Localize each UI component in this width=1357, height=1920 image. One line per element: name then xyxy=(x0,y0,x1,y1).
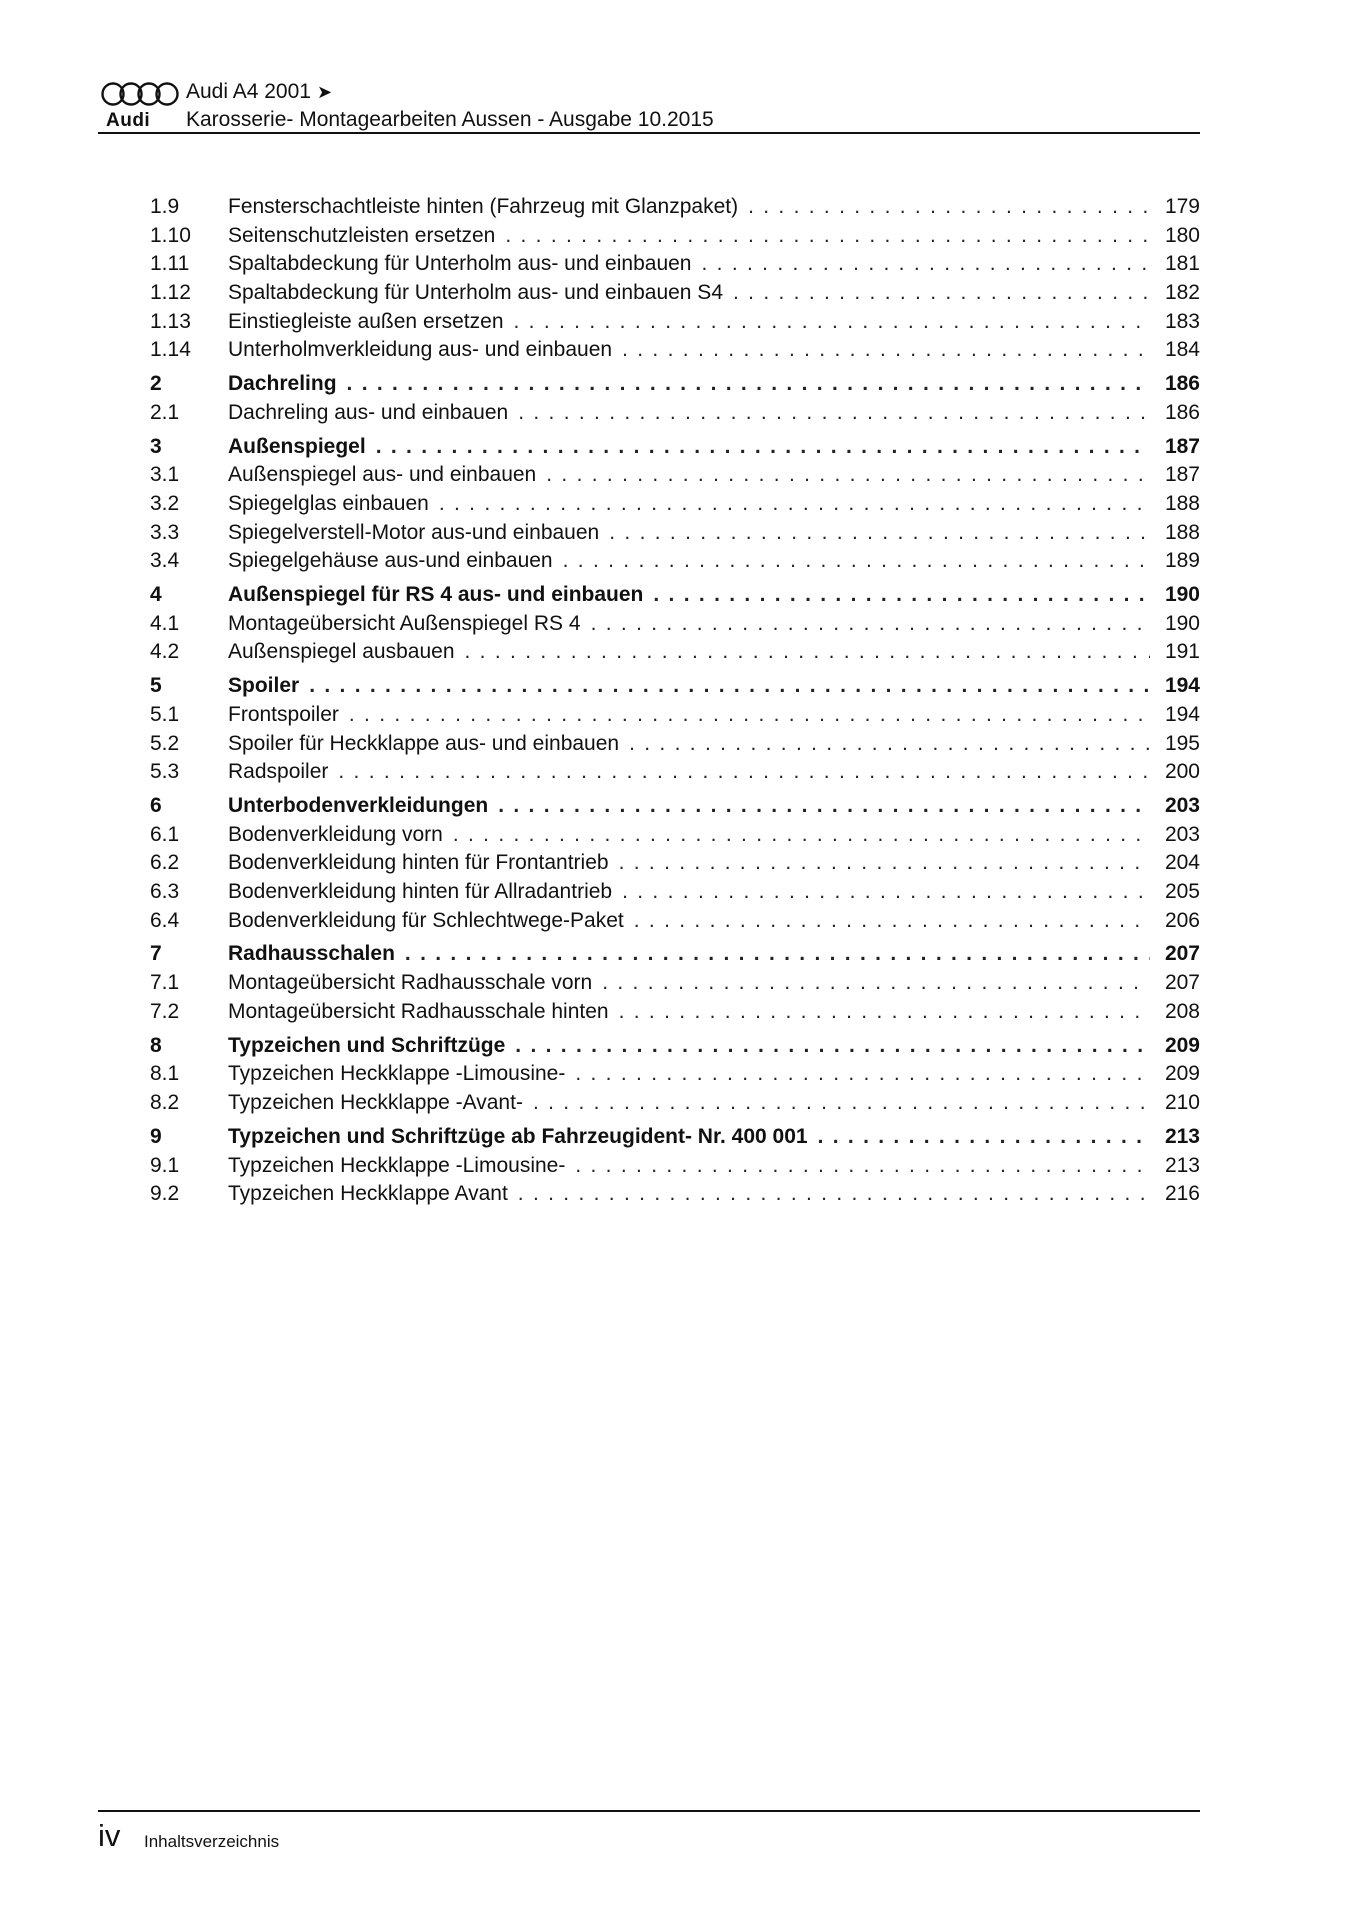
toc-entry-title: Bodenverkleidung hinten für Frontantrieb xyxy=(228,851,609,875)
arrow-right-icon: ➤ xyxy=(316,82,333,102)
toc-dot-leader xyxy=(622,880,1150,904)
toc-entry[interactable] xyxy=(150,279,1200,308)
toc-entry[interactable] xyxy=(150,878,1200,907)
toc-entry-title: Radspoiler xyxy=(228,760,329,784)
toc-chapter-entry[interactable] xyxy=(150,672,1200,701)
toc-entry-title: Bodenverkleidung hinten für Allradantrieb xyxy=(228,879,613,903)
toc-entry-page: 207 xyxy=(1164,942,1200,966)
toc-entry-title: Fensterschachtleiste hinten (Fahrzeug mit Glanzpaket) xyxy=(228,195,739,219)
toc-entry[interactable] xyxy=(150,821,1200,850)
toc-entry[interactable] xyxy=(150,997,1200,1026)
toc-entry-title: Außenspiegel xyxy=(228,434,366,458)
toc-entry-number: 1.12 xyxy=(150,281,191,305)
toc-entry[interactable] xyxy=(150,1180,1200,1209)
toc-chapter-entry[interactable] xyxy=(150,1122,1200,1151)
toc-entry-number: 8.2 xyxy=(150,1090,180,1114)
toc-entry-page: 195 xyxy=(1164,731,1200,755)
toc-entry[interactable] xyxy=(150,729,1200,758)
toc-entry-page: 186 xyxy=(1164,400,1200,424)
toc-entry-page: 216 xyxy=(1164,1182,1200,1206)
toc-entry-number: 1.10 xyxy=(150,223,191,247)
toc-entry-number: 4.2 xyxy=(150,640,180,664)
model-line-text: Audi A4 2001 xyxy=(186,80,311,103)
toc-entry-number: 3.4 xyxy=(150,549,180,573)
toc-entry-number: 5.2 xyxy=(150,731,180,755)
toc-entry-title: Typzeichen Heckklappe -Avant- xyxy=(228,1090,523,1114)
toc-entry-title: Seitenschutzleisten ersetzen xyxy=(228,223,496,247)
toc-dot-leader xyxy=(609,521,1150,545)
toc-entry-number: 9.2 xyxy=(150,1182,180,1206)
toc-entry-title: Frontspoiler xyxy=(228,703,339,727)
toc-entry-page: 190 xyxy=(1164,611,1200,635)
toc-entry-number: 5.1 xyxy=(150,703,180,727)
toc-dot-leader xyxy=(653,583,1150,607)
toc-entry-number: 2 xyxy=(150,372,162,396)
toc-dot-leader xyxy=(515,1034,1150,1058)
toc-entry-title: Montageübersicht Radhausschale hinten xyxy=(228,999,609,1023)
toc-entry[interactable] xyxy=(150,250,1200,279)
toc-entry-page: 190 xyxy=(1164,583,1200,607)
audi-logo xyxy=(98,78,184,132)
toc-dot-leader xyxy=(602,971,1150,995)
toc-entry[interactable] xyxy=(150,307,1200,336)
toc-entry-number: 8.1 xyxy=(150,1062,180,1086)
toc-dot-leader xyxy=(405,942,1150,966)
audi-rings-icon xyxy=(100,81,180,107)
toc-entry-number: 7.2 xyxy=(150,999,180,1023)
toc-entry[interactable] xyxy=(150,969,1200,998)
toc-entry-page: 181 xyxy=(1164,252,1200,276)
toc-entry[interactable] xyxy=(150,518,1200,547)
toc-dot-leader xyxy=(439,492,1150,516)
toc-entry-page: 200 xyxy=(1164,760,1200,784)
toc-dot-leader xyxy=(498,794,1150,818)
toc-entry-number: 3 xyxy=(150,434,162,458)
toc-entry-page: 206 xyxy=(1164,908,1200,932)
toc-entry-number: 6.3 xyxy=(150,879,180,903)
toc-chapter-entry[interactable] xyxy=(150,370,1200,399)
toc-entry-title: Typzeichen Heckklappe -Limousine- xyxy=(228,1062,566,1086)
toc-dot-leader xyxy=(347,372,1150,396)
toc-entry-title: Typzeichen Heckklappe Avant xyxy=(228,1182,508,1206)
toc-dot-leader xyxy=(453,823,1150,847)
toc-entry[interactable] xyxy=(150,193,1200,222)
toc-entry[interactable] xyxy=(150,758,1200,787)
toc-entry-page: 213 xyxy=(1164,1124,1200,1148)
toc-dot-leader xyxy=(309,674,1150,698)
toc-entry-number: 3.3 xyxy=(150,520,180,544)
toc-entry-number: 8 xyxy=(150,1033,162,1057)
toc-dot-leader xyxy=(563,549,1150,573)
toc-entry-title: Bodenverkleidung vorn xyxy=(228,822,443,846)
toc-dot-leader xyxy=(818,1125,1150,1149)
toc-entry-number: 6 xyxy=(150,794,162,817)
toc-dot-leader xyxy=(465,640,1150,664)
toc-dot-leader xyxy=(518,401,1150,425)
page-header xyxy=(98,78,1200,134)
toc-entry-title: Typzeichen und Schriftzüge xyxy=(228,1033,506,1057)
toc-entry-page: 188 xyxy=(1164,520,1200,544)
toc-chapter-entry[interactable] xyxy=(150,792,1200,821)
toc-entry-title: Spoiler xyxy=(228,674,300,698)
toc-entry[interactable] xyxy=(150,490,1200,519)
toc-entry-page: 191 xyxy=(1164,640,1200,664)
toc-entry-title: Radhausschalen xyxy=(228,942,395,966)
toc-entry-title: Einstiegleiste außen ersetzen xyxy=(228,309,504,333)
toc-entry-page: 207 xyxy=(1164,971,1200,995)
toc-entry-title: Montageübersicht Radhausschale vorn xyxy=(228,971,593,995)
toc-chapter-entry[interactable] xyxy=(150,940,1200,969)
toc-dot-leader xyxy=(619,1000,1150,1024)
toc-dot-leader xyxy=(514,310,1151,334)
toc-entry-number: 1.14 xyxy=(150,338,191,362)
toc-entry-page: 194 xyxy=(1164,703,1200,727)
toc-entry-page: 183 xyxy=(1164,309,1200,333)
toc-entry-number: 4.1 xyxy=(150,611,180,635)
toc-chapter-entry[interactable] xyxy=(150,581,1200,610)
toc-dot-leader xyxy=(619,851,1150,875)
toc-entry-title: Montageübersicht Außenspiegel RS 4 xyxy=(228,611,581,635)
toc-entry-page: 188 xyxy=(1164,492,1200,516)
toc-entry-page: 187 xyxy=(1164,463,1200,487)
toc-dot-leader xyxy=(505,224,1150,248)
toc-entry-title: Spiegelgehäuse aus-und einbauen xyxy=(228,549,553,573)
toc-entry-number: 1.11 xyxy=(150,252,190,276)
toc-entry-page: 209 xyxy=(1164,1033,1200,1057)
toc-entry-page: 209 xyxy=(1164,1062,1200,1086)
toc-dot-leader xyxy=(533,1091,1150,1115)
toc-entry-page: 213 xyxy=(1164,1153,1200,1177)
toc-dot-leader xyxy=(591,612,1150,636)
toc-entry[interactable] xyxy=(150,222,1200,251)
toc-entry-title: Spoiler für Heckklappe aus- und einbauen xyxy=(228,731,620,755)
toc-entry-page: 186 xyxy=(1164,372,1200,396)
toc-dot-leader xyxy=(349,703,1150,727)
toc-entry[interactable] xyxy=(150,399,1200,428)
toc-entry-title: Typzeichen und Schriftzüge ab Fahrzeugident- Nr. 400 001 xyxy=(228,1124,808,1148)
toc-entry-title: Bodenverkleidung für Schlechtwege-Paket xyxy=(228,908,624,932)
toc-entry-page: 210 xyxy=(1164,1090,1200,1114)
toc-dot-leader xyxy=(575,1062,1150,1086)
page-number: iv xyxy=(98,1818,121,1853)
toc-entry-number: 7 xyxy=(150,942,162,966)
document-subtitle: Karosserie- Montagearbeiten Aussen - Ausgabe 10.2015 xyxy=(186,108,714,131)
toc-entry-title: Außenspiegel für RS 4 aus- und einbauen xyxy=(228,583,644,607)
toc-entry-title: Spaltabdeckung für Unterholm aus- und einbauen S4 xyxy=(228,281,723,305)
toc-entry-title: Dachreling aus- und einbauen xyxy=(228,400,509,424)
toc-entry-page: 180 xyxy=(1164,223,1200,247)
table-of-contents xyxy=(150,193,1200,1208)
toc-entry-page: 179 xyxy=(1164,195,1200,219)
toc-entry-number: 6.1 xyxy=(150,822,180,846)
toc-entry-page: 194 xyxy=(1164,674,1200,698)
toc-entry-page: 205 xyxy=(1164,879,1200,903)
toc-entry[interactable] xyxy=(150,701,1200,730)
toc-entry[interactable] xyxy=(150,849,1200,878)
toc-entry[interactable] xyxy=(150,1060,1200,1089)
toc-entry-number: 6.4 xyxy=(150,908,180,932)
toc-entry[interactable] xyxy=(150,336,1200,365)
toc-dot-leader xyxy=(575,1154,1150,1178)
footer-divider xyxy=(98,1810,1200,1812)
toc-entry-title: Außenspiegel ausbauen xyxy=(228,640,455,664)
header-divider xyxy=(98,132,1200,134)
toc-dot-leader xyxy=(629,732,1150,756)
toc-dot-leader xyxy=(518,1182,1150,1206)
toc-entry[interactable] xyxy=(150,1151,1200,1180)
toc-entry-title: Spiegelglas einbauen xyxy=(228,492,429,516)
toc-entry-number: 9 xyxy=(150,1124,162,1148)
toc-dot-leader xyxy=(338,760,1150,784)
toc-entry-title: Unterholmverkleidung aus- und einbauen xyxy=(228,338,613,362)
footer-section-label: Inhaltsverzeichnis xyxy=(144,1832,280,1851)
document-model-line xyxy=(186,80,332,104)
toc-dot-leader xyxy=(546,463,1150,487)
toc-entry-title: Dachreling xyxy=(228,372,337,396)
toc-entry-number: 9.1 xyxy=(150,1153,180,1177)
toc-entry-title: Spiegelverstell-Motor aus-und einbauen xyxy=(228,520,600,544)
toc-entry-number: 1.13 xyxy=(150,309,191,333)
toc-entry-page: 187 xyxy=(1164,434,1200,458)
toc-entry-number: 1.9 xyxy=(150,195,180,219)
toc-dot-leader xyxy=(701,252,1150,276)
toc-entry-number: 6.2 xyxy=(150,851,180,875)
toc-dot-leader xyxy=(748,195,1150,219)
toc-entry[interactable] xyxy=(150,461,1200,490)
toc-entry-number: 2.1 xyxy=(150,400,180,424)
toc-entry-page: 203 xyxy=(1164,794,1200,817)
toc-entry-title: Spaltabdeckung für Unterholm aus- und einbauen xyxy=(228,252,692,276)
toc-entry-page: 203 xyxy=(1164,822,1200,846)
toc-entry[interactable] xyxy=(150,906,1200,935)
toc-dot-leader xyxy=(376,435,1150,459)
toc-entry-page: 189 xyxy=(1164,549,1200,573)
toc-chapter-entry[interactable] xyxy=(150,432,1200,461)
toc-entry[interactable] xyxy=(150,1089,1200,1118)
toc-entry-number: 5 xyxy=(150,674,162,698)
audi-wordmark: Audi xyxy=(106,110,151,131)
toc-entry-number: 3.1 xyxy=(150,463,180,487)
toc-chapter-entry[interactable] xyxy=(150,1031,1200,1060)
toc-entry[interactable] xyxy=(150,638,1200,667)
toc-dot-leader xyxy=(733,281,1150,305)
toc-entry[interactable] xyxy=(150,610,1200,639)
toc-entry-title: Unterbodenverkleidungen xyxy=(228,794,489,817)
toc-entry-page: 208 xyxy=(1164,999,1200,1023)
toc-entry-number: 4 xyxy=(150,583,162,607)
toc-entry-page: 182 xyxy=(1164,281,1200,305)
toc-entry-title: Typzeichen Heckklappe -Limousine- xyxy=(228,1153,566,1177)
toc-entry-number: 7.1 xyxy=(150,971,180,995)
toc-dot-leader xyxy=(622,338,1150,362)
toc-dot-leader xyxy=(634,909,1150,933)
toc-entry-page: 184 xyxy=(1164,338,1200,362)
toc-entry-page: 204 xyxy=(1164,851,1200,875)
toc-entry-title: Außenspiegel aus- und einbauen xyxy=(228,463,537,487)
toc-entry-number: 3.2 xyxy=(150,492,180,516)
toc-entry[interactable] xyxy=(150,547,1200,576)
toc-entry-number: 5.3 xyxy=(150,760,180,784)
